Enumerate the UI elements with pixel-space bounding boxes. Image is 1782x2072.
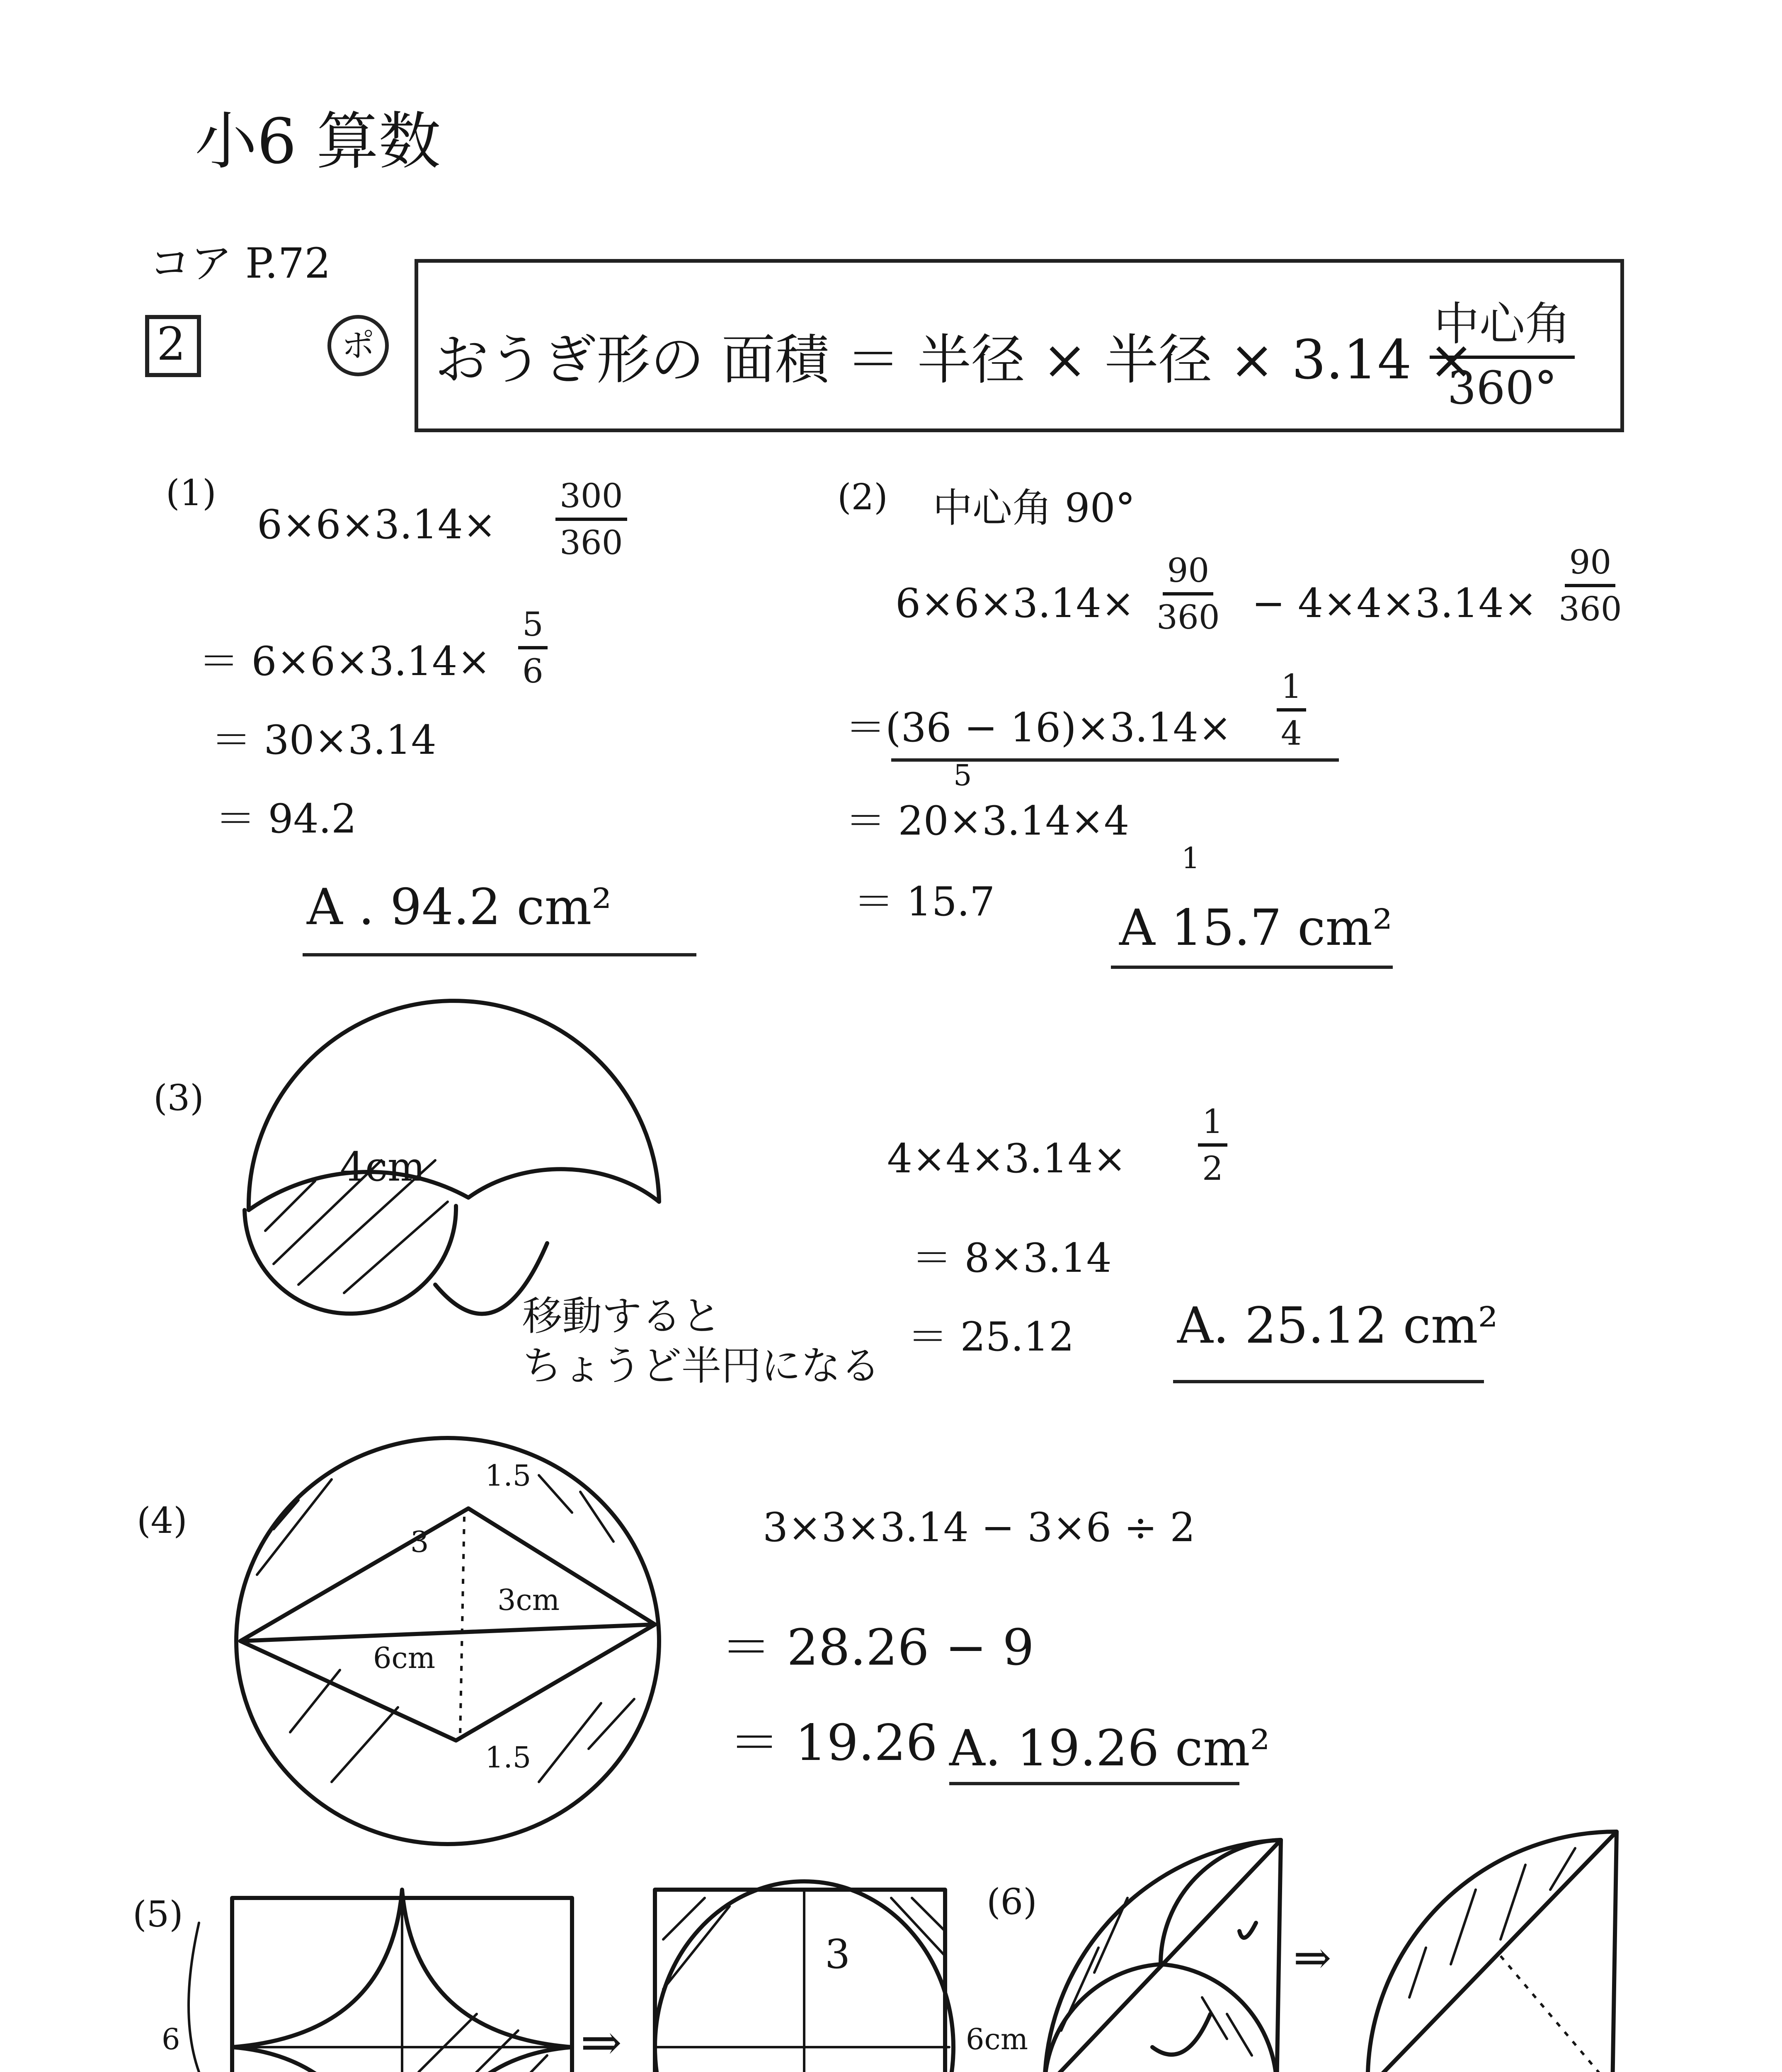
p2-line4: ＝ 15.7 [854, 879, 995, 925]
p3-line1-num: 1 [1198, 1102, 1227, 1147]
p3-line1-den: 2 [1202, 1149, 1223, 1188]
p2-line1b-den: 360 [1559, 590, 1622, 628]
p2-line1a-num: 90 [1163, 551, 1213, 595]
page-title: 小6 算数 [195, 106, 441, 178]
p1-line2-num: 5 [518, 605, 548, 649]
p3-line2: ＝ 8×3.14 [912, 1235, 1112, 1281]
p6-hatch-right [1409, 1848, 1575, 1997]
p4-label-b: 3 [410, 1525, 429, 1559]
p3-line3: ＝ 25.12 [908, 1314, 1074, 1360]
point-mark: ポ [327, 315, 389, 376]
p5-arrow: ⇒ [580, 2014, 622, 2072]
p5-label: (5) [133, 1894, 183, 1935]
formula-text: おうぎ形の 面積 ＝ 半径 × 半径 × 3.14 × [435, 328, 1474, 391]
p4-label-d: 6cm [373, 1641, 436, 1675]
p2-line1b-num: 90 [1565, 543, 1615, 587]
p2-label: (2) [837, 477, 888, 518]
p5-side-label: 6 [162, 2022, 180, 2056]
p6-arrow: ⇒ [1293, 1931, 1332, 1984]
p2-note: 中心角 90° [933, 485, 1135, 531]
p5-radius-label: 3 [825, 1931, 851, 1978]
p1-line2: ＝ 6×6×3.14× [199, 638, 491, 685]
p2-line2: ＝(36 − 16)×3.14× [846, 704, 1232, 751]
p2-line2-num: 1 [1277, 667, 1306, 712]
p1-label: (1) [166, 472, 216, 514]
p2-line3-mark: 5 [953, 758, 972, 792]
p3-line1: 4×4×3.14× [887, 1135, 1127, 1182]
p3-label: (3) [153, 1077, 204, 1119]
p1-line4: ＝ 94.2 [216, 796, 357, 842]
p5-cm-label: 6cm [966, 2022, 1028, 2056]
p1-line1: 6×6×3.14× [257, 501, 497, 548]
p2-answer: A 15.7 cm² [1119, 899, 1393, 957]
p4-label-e: 1.5 [485, 1740, 531, 1774]
p4-label-a: 1.5 [485, 1459, 531, 1493]
p4-label-c: 3cm [497, 1583, 560, 1617]
p2-line3-mark2: 1 [1181, 841, 1200, 875]
p6-dotted-right [1501, 1956, 1612, 2072]
p1-answer: A . 94.2 cm² [307, 879, 612, 936]
problem-number: 2 [157, 317, 186, 370]
p6-label: (6) [987, 1881, 1037, 1923]
p1-line1-den: 360 [560, 523, 623, 562]
p6-hatch-left [1061, 1898, 1252, 2055]
p4-line1: 3×3×3.14 − 3×6 ÷ 2 [763, 1504, 1195, 1551]
p2-line1a: 6×6×3.14× [895, 580, 1135, 627]
formula-numerator: 中心角 [1430, 288, 1575, 359]
p3-length-label: 4cm [340, 1144, 425, 1190]
p1-line3: ＝ 30×3.14 [211, 717, 436, 763]
p4-line3: ＝ 19.26 [730, 1714, 938, 1772]
p4-answer: A. 19.26 cm² [949, 1720, 1270, 1777]
textbook-reference: コア P.72 [149, 239, 331, 288]
p4-label: (4) [137, 1500, 187, 1542]
p2-line1a-den: 360 [1156, 598, 1220, 637]
p6-semicircles-left [1045, 1964, 1277, 2072]
p2-line2-den: 4 [1281, 714, 1302, 753]
p1-line1-num: 300 [555, 477, 627, 521]
p3-answer: A. 25.12 cm² [1177, 1297, 1498, 1355]
p3-note-line2: ちょうど半円になる [522, 1343, 880, 1389]
p4-line2: ＝ 28.26 − 9 [721, 1619, 1034, 1677]
p2-line1b: − 4×4×3.14× [1252, 580, 1537, 627]
p3-note-line1: 移動すると [522, 1293, 721, 1339]
p1-line2-den: 6 [522, 652, 543, 690]
formula-denominator: 360° [1447, 361, 1557, 414]
p2-line3: ＝ 20×3.14×4 [846, 798, 1130, 844]
